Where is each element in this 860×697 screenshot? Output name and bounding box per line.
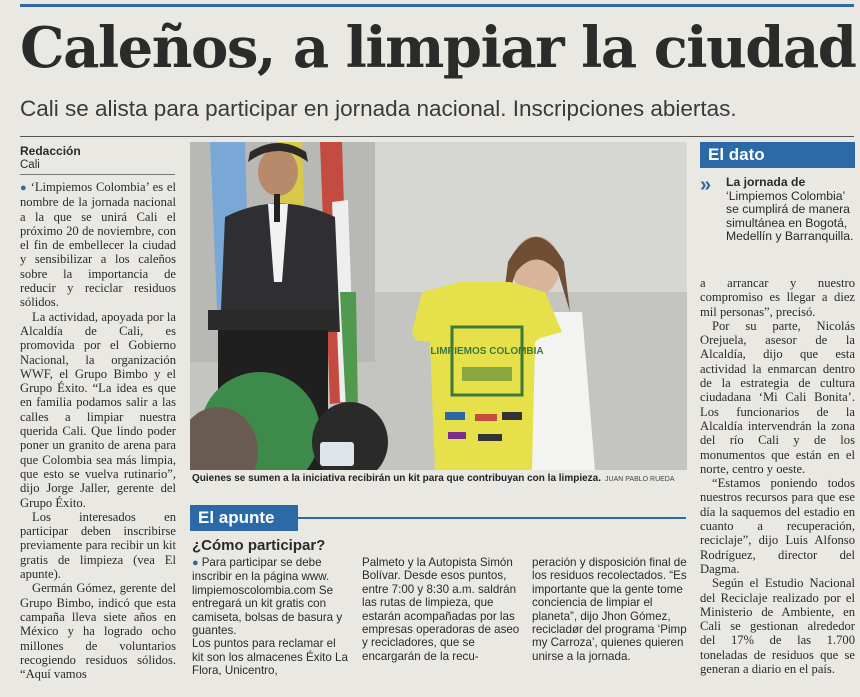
el-dato-header: El dato	[700, 142, 855, 168]
paragraph: Los puntos para reclamar el kit son los almacenes Éxito La Flora, Unicentro,	[192, 637, 348, 678]
photo-illustration	[190, 142, 687, 470]
byline-rule	[20, 174, 175, 175]
byline-name: Redacción	[20, 144, 81, 158]
paragraph: Palmeto y la Autopista Simón Bolívar. Desde esos puntos, entre 7:00 y 8:30 a.m. saldrán las rutas de limpieza, que estarán acompañadas por las empresas operadoras de aseo y recicladores, que se encargarán de la recu-	[362, 556, 520, 663]
el-dato-lead: La jornada de	[726, 175, 806, 189]
paragraph-text: ‘Limpiemos Colombia’ es el nombre de la jornada nacional a la que se unirá Cali el próximo 20 de noviembre, con el fin de embellecer la ciudad y sensibilizar a los caleños sobre la importancia de reducir y reciclar residuos sólidos.	[20, 180, 176, 310]
el-apunte-title: ¿Cómo participar?	[192, 537, 326, 554]
paragraph: La actividad, apoyada por la Alcaldía de Cali, es promovida por el Gobierno Nacional, la organización WWF, el Grupo Bimbo y el Grupo Éxito. “La idea es que en familia podamos salir a las calles a limpiar nuestra querida Cali. Que lindo poder poner un granito de arena para que Colombia sea más limpia, que esto se vuelva rutinario”, dijo Jorge Jaller, gerente del Grupo Éxito.	[20, 309, 176, 510]
double-chevron-icon: »	[700, 174, 712, 196]
news-photo	[190, 142, 687, 470]
paragraph-text: Para participar se debe inscribir en la página www. limpiemoscolombia.com Se entregará un kit gratis con camiseta, bolsas de basura y guantes.	[192, 556, 343, 638]
headline: Caleños, a limpiar la ciudad	[20, 15, 856, 81]
paragraph: Por su parte, Nicolás Orejuela, asesor de la Alcaldía, dijo que esta actividad la enmarcan dentro de la estrategia de cultura ciudadana ‘Mi Cali Bonita’. Los funcionarios de la Alcaldía intervendrán la zona del río Cali y de los monumentos que están en el norte, centro y oeste.	[700, 318, 855, 476]
bullet-icon: ●	[192, 557, 202, 569]
deck-rule	[20, 136, 854, 137]
paragraph: “Estamos poniendo todos nuestros recursos para que ese día la saquemos del estadio en cuanto a recuperación, reciclaje”, dijo Luis Alfonso Rodríguez, director del Dagma.	[700, 476, 855, 576]
shirt-text: LIMPIEMOS COLOMBIA	[430, 346, 544, 357]
paragraph	[192, 556, 350, 637]
top-rule	[20, 4, 854, 7]
el-dato-body	[700, 176, 855, 244]
el-dato-text: ‘Limpiemos Colombia’ se cumplirá de manera simultánea en Bogotá, Medellín y Barranquilla.	[726, 188, 854, 243]
el-apunte-tab: El apunte	[190, 505, 298, 531]
paragraph: peración y disposición final de los residuos recolectados. “Es importante que la gente tome conciencia de limpiar el planeta”, dijo Jhon Gómez, recicladør del programa ‘Pimp my Carroza’, quienes quieren unirse a la jornada.	[532, 556, 687, 663]
paragraph: Según el Estudio Nacional del Reciclaje realizado por el Ministerio de Ambiente, en Cali se gestionan alrededor del 17% de las 1.700 toneladas de residuos que se generan a diario en el país.	[700, 576, 855, 677]
el-dato-box	[700, 142, 855, 264]
el-apunte-rule	[298, 517, 686, 519]
el-apunte-column-3	[532, 556, 690, 663]
byline-city: Cali	[20, 159, 40, 171]
el-apunte-column-2	[362, 556, 522, 663]
article-column-4	[700, 276, 855, 676]
paragraph: Los interesados en participar deben inscribirse previamente para recibir un kit gratis de limpieza (vea El apunte).	[20, 509, 176, 582]
photo-caption	[192, 472, 692, 486]
byline	[20, 144, 180, 172]
photo-credit: JUAN PABLO RUEDA	[605, 476, 675, 483]
el-apunte-column-1	[192, 556, 350, 678]
caption-text: Quienes se sumen a la iniciativa recibirán un kit para que contribuyan con la limpieza.	[192, 473, 602, 484]
paragraph	[20, 180, 176, 310]
article-column-1	[20, 180, 176, 681]
deck: Cali se alista para participar en jornada nacional. Inscripciones abiertas.	[20, 96, 737, 121]
paragraph: a arrancar y nuestro compromiso es llegar a diez mil personas”, precisó.	[700, 276, 855, 319]
paragraph: Germán Gómez, gerente del Grupo Bimbo, indicó que esta campaña lleva siete años en México y ha logrado ocho millones de voluntarios recogiendo residuos sólidos. “Aquí vamos	[20, 581, 176, 682]
bullet-icon: ●	[20, 182, 31, 194]
el-apunte-header	[190, 505, 686, 531]
